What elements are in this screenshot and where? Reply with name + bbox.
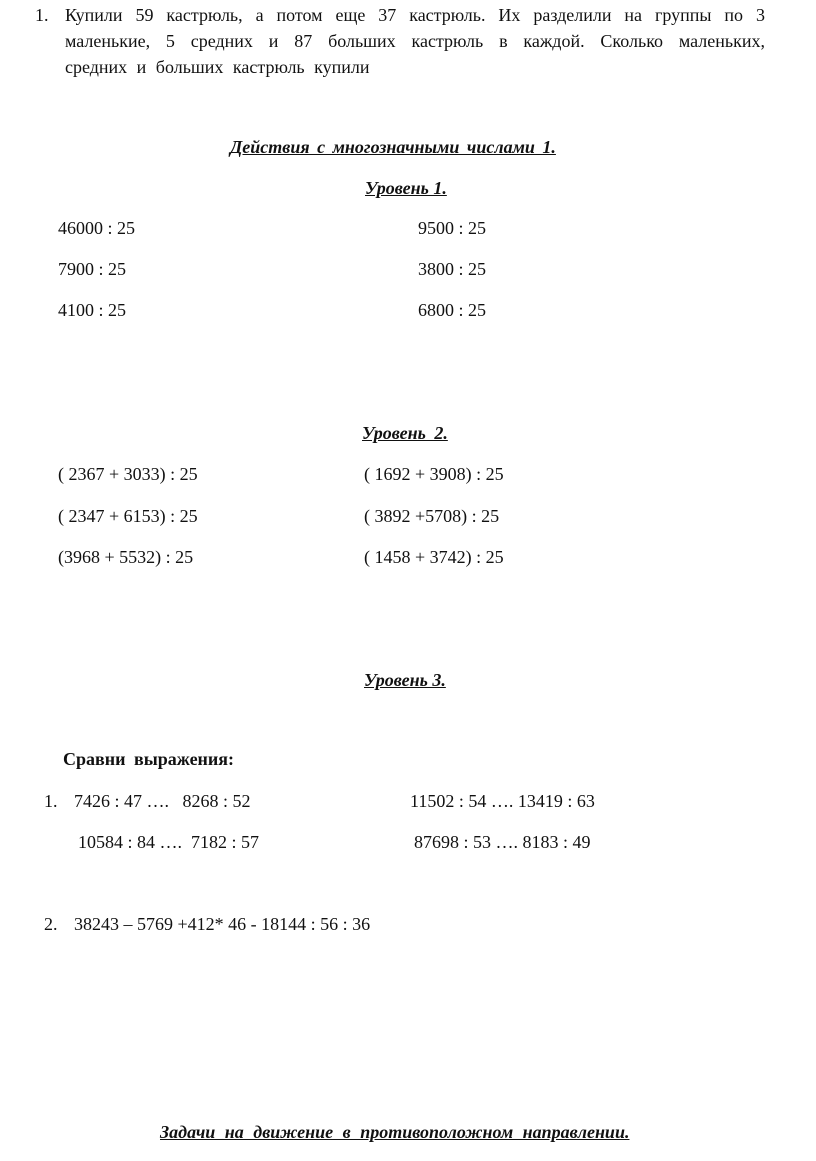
level-1-title: Уровень 1. <box>365 178 447 198</box>
footer-title: Задачи на движение в противоположном направлении. <box>160 1122 630 1142</box>
level-1-left-1: 46000 : 25 <box>58 218 136 238</box>
level-3-title: Уровень 3. <box>364 670 446 690</box>
compare-row-2-right: 87698 : 53 …. 8183 : 49 <box>414 832 591 852</box>
level-1-right-1: 9500 : 25 <box>418 218 487 238</box>
section-title: Действия с многозначными числами 1. <box>230 137 556 157</box>
problem-1-text: Купили 59 кастрюль, а потом еще 37 кастрюль. Их разделили на группы по 3 маленькие, 5 средних и 87 больших кастрюль в каждой. Сколько маленьких, средних и больших кастрюль купили <box>65 5 765 77</box>
level-2-left-2: ( 2347 + 6153) : 25 <box>58 506 198 526</box>
level-1-right-3: 6800 : 25 <box>418 300 487 320</box>
compare-label: Сравни выражения: <box>63 749 235 769</box>
level-1-left-3: 4100 : 25 <box>58 300 127 320</box>
level-1-right-2: 3800 : 25 <box>418 259 487 279</box>
level-1-left-2: 7900 : 25 <box>58 259 127 279</box>
level-2-right-2: ( 3892 +5708) : 25 <box>364 506 500 526</box>
task-1-number: 1. <box>44 791 58 811</box>
compare-row-2-left: 10584 : 84 …. 7182 : 57 <box>78 832 260 852</box>
level-2-left-3: (3968 + 5532) : 25 <box>58 547 194 567</box>
problem-1-number: 1. <box>35 5 49 25</box>
task-2-expression: 38243 – 5769 +412* 46 - 18144 : 56 : 36 <box>74 914 371 934</box>
level-2-right-1: ( 1692 + 3908) : 25 <box>364 464 504 484</box>
level-2-title: Уровень 2. <box>362 423 448 443</box>
compare-row-1-right: 11502 : 54 …. 13419 : 63 <box>410 791 595 811</box>
level-2-right-3: ( 1458 + 3742) : 25 <box>364 547 504 567</box>
level-2-left-1: ( 2367 + 3033) : 25 <box>58 464 198 484</box>
compare-row-1-left: 7426 : 47 …. 8268 : 52 <box>74 791 251 811</box>
task-2-number: 2. <box>44 914 58 934</box>
